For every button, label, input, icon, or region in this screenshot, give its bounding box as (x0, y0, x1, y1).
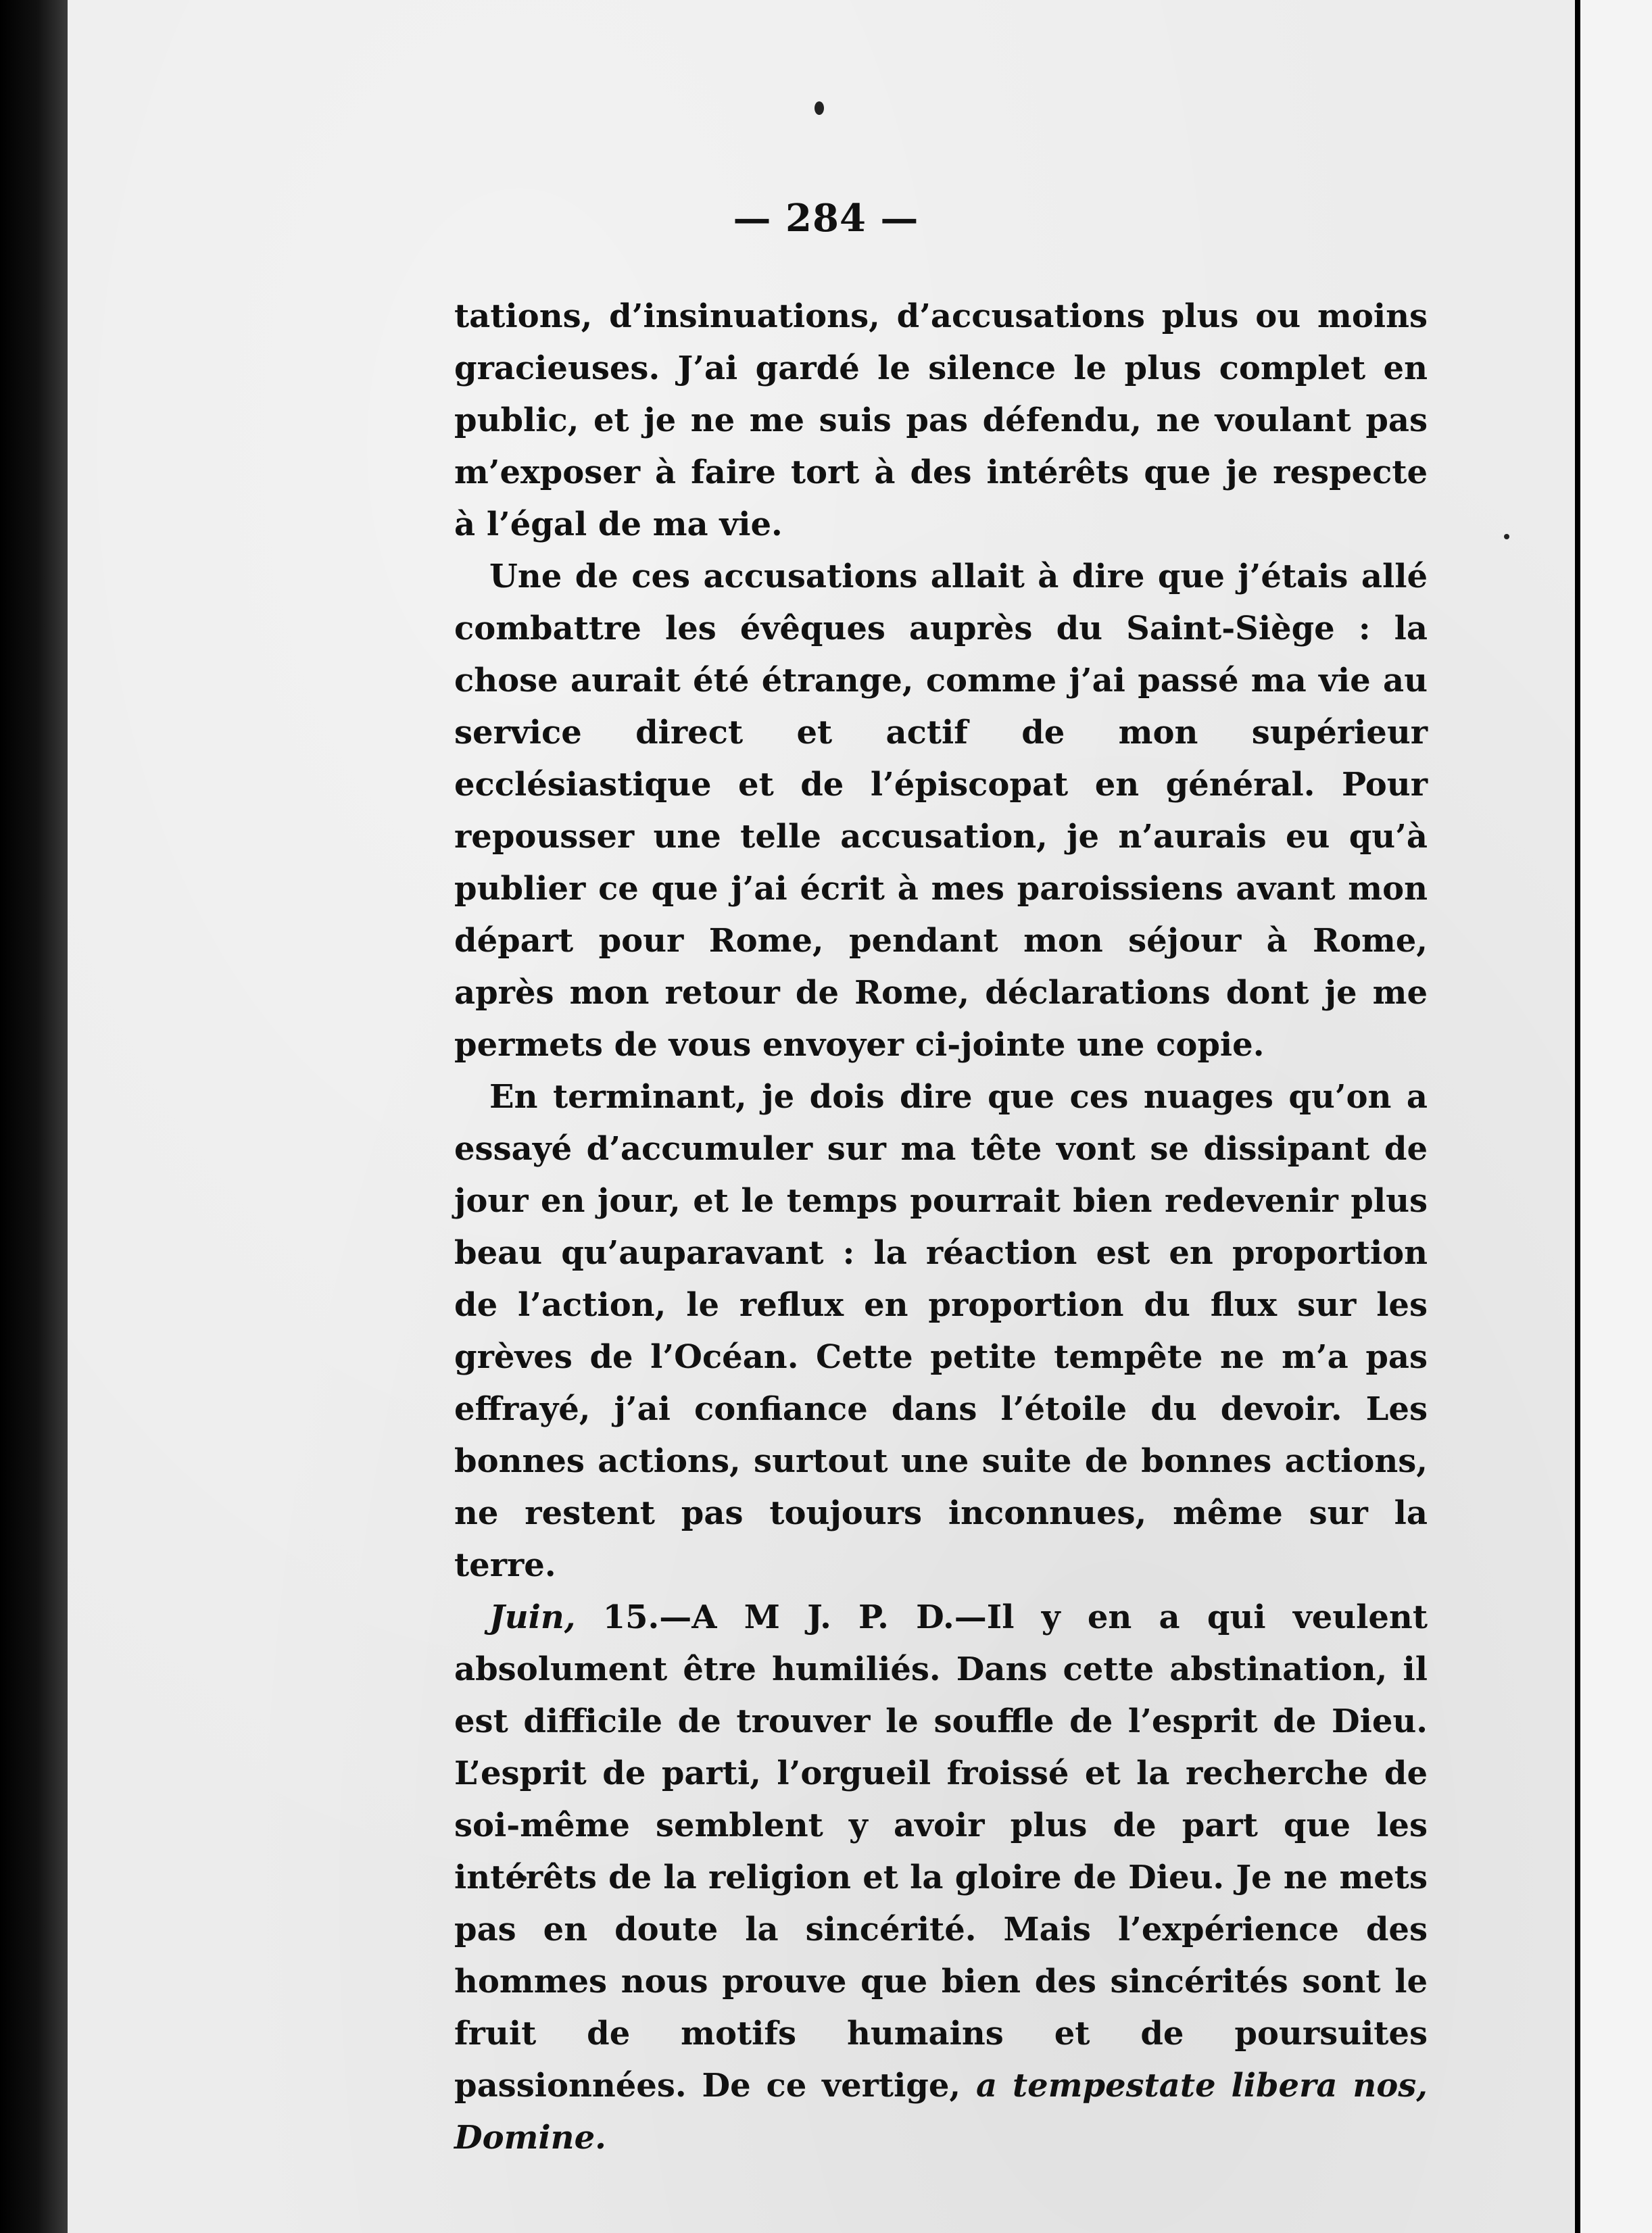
scan-speck (815, 101, 824, 115)
body-text (454, 291, 1428, 2164)
page-number: — 284 — (733, 196, 919, 241)
scan-right-rule (1575, 0, 1580, 2233)
scan-right-margin (1580, 0, 1652, 2233)
paragraph: En terminant, je dois dire que ces nuages qu’on a essayé d’accumuler sur ma tête vont se dissipant de jour en jour, et le temps pourrait bien redevenir plus beau qu’auparavant : la réaction est en proportion de l’action, le reflux en proportion du flux sur les grèves de l’Océan. Cette petite tempête ne m’a pas effrayé, j’ai confiance dans l’étoile du devoir. Les bonnes actions, surtout une suite de bonnes actions, ne restent pas toujours inconnues, même sur la terre. (454, 1078, 1428, 1584)
paragraph: Une de ces accusations allait à dire que j’étais allé combattre les évêques auprès du Saint-Siège : la chose aurait été étrange, comme j’ai passé ma vie au service direct et actif de mon supérieur ecclésiastique et de l’épiscopat en général. Pour repousser une telle accusation, je n’aurais eu qu’à publier ce que j’ai écrit à mes paroissiens avant mon départ pour Rome, pendant mon séjour à Rome, après mon retour de Rome, déclarations dont je me permets de vous envoyer ci-jointe une copie. (454, 558, 1428, 1064)
entry-date: Juin, (489, 1598, 576, 1636)
paragraph (454, 1592, 1428, 2164)
scan-left-border (0, 0, 68, 2233)
scan-speck (1504, 534, 1509, 539)
latin-phrase: a tempestate libera nos, Domine. (454, 2067, 1428, 2157)
entry-text: 15.—A M J. P. D.—Il y en a qui veulent absolument être humiliés. Dans cette abstination, il est difficile de trouver le souffle de l’esprit de Dieu. L’esprit de parti, l’orgueil froissé et la recherche de soi-même semblent y avoir plus de part que les intérêts de la religion et la gloire de Dieu. Je ne mets pas en doute la sincérité. Mais l’expérience des hommes nous prouve que bien des sincérités sont le fruit de motifs humains et de poursuites passionnées. De ce vertige, (454, 1598, 1428, 2105)
paragraph: tations, d’insinuations, d’accusations plus ou moins gracieuses. J’ai gardé le silence le plus complet en public, et je ne me suis pas défendu, ne voulant pas m’exposer à faire tort à des intérêts que je respecte à l’égal de ma vie. (454, 297, 1428, 543)
